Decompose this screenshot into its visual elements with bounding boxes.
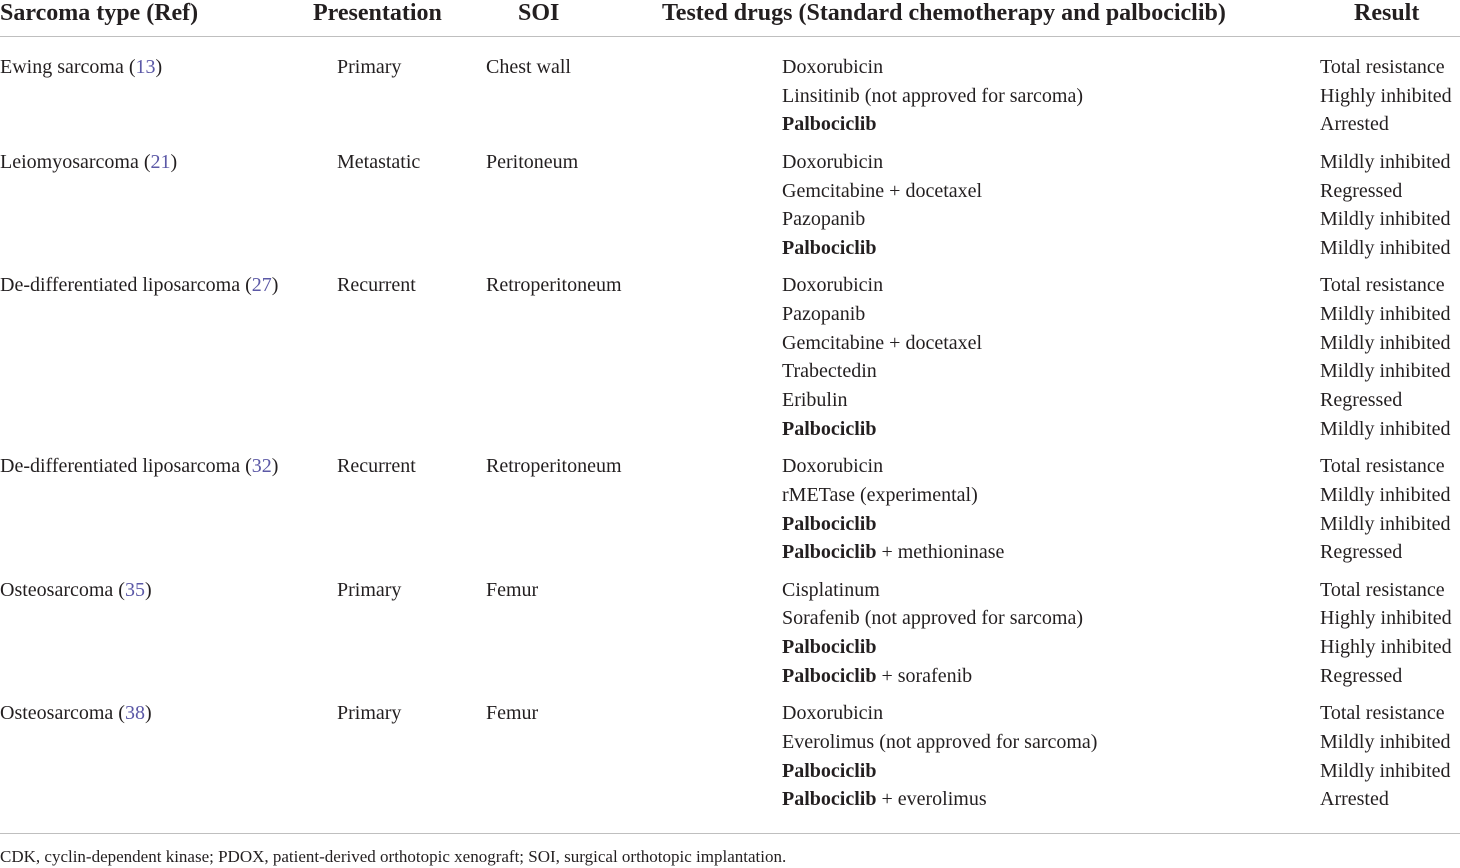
drug-name-bold: Palbociclib bbox=[782, 636, 877, 658]
drug-name: Doxorubicin bbox=[782, 274, 884, 296]
drug-name: Linsitinib (not approved for sarcoma) bbox=[782, 85, 1084, 107]
drug-cell bbox=[782, 483, 978, 507]
drug-cell bbox=[782, 606, 1083, 630]
result-cell bbox=[1320, 359, 1451, 383]
drug-cell bbox=[782, 730, 1097, 754]
result-value: Regressed bbox=[1320, 541, 1403, 563]
drug-name-bold: Palbociclib bbox=[782, 541, 877, 563]
result-cell bbox=[1320, 207, 1451, 231]
result-cell bbox=[1320, 112, 1389, 136]
reference-link[interactable]: 35 bbox=[124, 579, 145, 601]
result-value: Arrested bbox=[1320, 113, 1389, 135]
soi-value: Peritoneum bbox=[486, 151, 579, 173]
result-value: Total resistance bbox=[1320, 579, 1445, 601]
result-cell bbox=[1320, 730, 1451, 754]
soi-cell bbox=[486, 454, 622, 478]
soi-cell bbox=[486, 150, 578, 174]
result-cell bbox=[1320, 759, 1451, 783]
sarcoma-type-name: Ewing sarcoma bbox=[0, 56, 124, 78]
header-sarcoma-type: Sarcoma type (Ref) bbox=[0, 0, 199, 26]
drug-cell bbox=[782, 84, 1083, 108]
drug-name: Pazopanib bbox=[782, 303, 866, 325]
result-cell bbox=[1320, 388, 1402, 412]
result-value: Regressed bbox=[1320, 665, 1403, 687]
result-value: Mildly inhibited bbox=[1320, 303, 1451, 325]
header-result: Result bbox=[1354, 0, 1420, 26]
drug-cell bbox=[782, 417, 876, 441]
header-tested-drugs: Tested drugs (Standard chemotherapy and palbociclib) bbox=[662, 0, 1226, 26]
soi-value: Femur bbox=[486, 579, 539, 601]
result-cell bbox=[1320, 787, 1389, 811]
presentation-value: Primary bbox=[337, 702, 402, 724]
drug-cell bbox=[782, 664, 972, 688]
drug-name-bold: Palbociclib bbox=[782, 665, 877, 687]
result-value: Highly inhibited bbox=[1320, 636, 1452, 658]
result-value: Mildly inhibited bbox=[1320, 332, 1451, 354]
drug-cell bbox=[782, 112, 876, 136]
result-value: Total resistance bbox=[1320, 274, 1445, 296]
drug-cell bbox=[782, 55, 883, 79]
result-value: Highly inhibited bbox=[1320, 607, 1452, 629]
drug-name-bold: Palbociclib bbox=[782, 760, 877, 782]
presentation-cell bbox=[337, 701, 401, 725]
drug-cell bbox=[782, 273, 883, 297]
soi-value: Femur bbox=[486, 702, 539, 724]
result-value: Mildly inhibited bbox=[1320, 760, 1451, 782]
drug-cell bbox=[782, 359, 877, 383]
drug-cell bbox=[782, 635, 876, 659]
soi-value: Retroperitoneum bbox=[486, 455, 622, 477]
result-value: Mildly inhibited bbox=[1320, 208, 1451, 230]
drug-name: Doxorubicin bbox=[782, 455, 884, 477]
bottom-rule bbox=[0, 833, 1460, 834]
sarcoma-type-name: De-differentiated liposarcoma bbox=[0, 455, 241, 477]
header-soi: SOI bbox=[518, 0, 560, 26]
result-cell bbox=[1320, 701, 1445, 725]
result-value: Total resistance bbox=[1320, 56, 1445, 78]
result-cell bbox=[1320, 55, 1445, 79]
result-cell bbox=[1320, 454, 1445, 478]
sarcoma-type-name: Osteosarcoma bbox=[0, 702, 114, 724]
result-cell bbox=[1320, 331, 1451, 355]
result-value: Mildly inhibited bbox=[1320, 360, 1451, 382]
reference-link[interactable]: 32 bbox=[251, 455, 272, 477]
soi-cell bbox=[486, 273, 622, 297]
presentation-value: Primary bbox=[337, 56, 402, 78]
drug-cell bbox=[782, 331, 982, 355]
drug-name: Eribulin bbox=[782, 389, 848, 411]
drug-name: Doxorubicin bbox=[782, 702, 884, 724]
sarcoma-type-cell: De-differentiated liposarcoma (27) bbox=[0, 274, 279, 296]
drug-cell bbox=[782, 150, 883, 174]
presentation-cell bbox=[337, 273, 416, 297]
soi-value: Chest wall bbox=[486, 56, 571, 78]
drug-name-bold: Palbociclib bbox=[782, 788, 877, 810]
sarcoma-type-name: Leiomyosarcoma bbox=[0, 151, 139, 173]
drug-name: Cisplatinum bbox=[782, 579, 880, 601]
presentation-cell bbox=[337, 578, 401, 602]
result-value: Regressed bbox=[1320, 180, 1403, 202]
drug-name-bold: Palbociclib bbox=[782, 113, 877, 135]
sarcoma-type-name: De-differentiated liposarcoma bbox=[0, 274, 241, 296]
soi-cell bbox=[486, 578, 538, 602]
result-value: Mildly inhibited bbox=[1320, 513, 1451, 535]
drug-name: Doxorubicin bbox=[782, 56, 884, 78]
result-value: Mildly inhibited bbox=[1320, 151, 1451, 173]
drug-name-bold: Palbociclib bbox=[782, 513, 877, 535]
result-cell bbox=[1320, 512, 1451, 536]
result-cell bbox=[1320, 664, 1402, 688]
result-cell bbox=[1320, 179, 1402, 203]
drug-name: + everolimus bbox=[876, 788, 987, 810]
drug-name: Sorafenib (not approved for sarcoma) bbox=[782, 607, 1083, 629]
result-value: Mildly inhibited bbox=[1320, 418, 1451, 440]
reference-link[interactable]: 27 bbox=[251, 274, 272, 296]
presentation-value: Recurrent bbox=[337, 455, 416, 477]
drug-cell bbox=[782, 540, 1004, 564]
drug-cell bbox=[782, 578, 880, 602]
drug-name-bold: Palbociclib bbox=[782, 237, 877, 259]
header-presentation: Presentation bbox=[313, 0, 442, 26]
table-footnote: CDK, cyclin-dependent kinase; PDOX, patient-derived orthotopic xenograft; SOI, surgical orthotopic implantation. bbox=[0, 847, 787, 866]
result-value: Mildly inhibited bbox=[1320, 484, 1451, 506]
sarcoma-type-name: Osteosarcoma bbox=[0, 579, 114, 601]
sarcoma-type-cell: Ewing sarcoma (13) bbox=[0, 56, 163, 78]
soi-cell bbox=[486, 55, 571, 79]
result-cell bbox=[1320, 84, 1452, 108]
reference-link[interactable]: 38 bbox=[124, 702, 145, 724]
result-value: Mildly inhibited bbox=[1320, 731, 1451, 753]
result-cell bbox=[1320, 483, 1451, 507]
drug-name: Doxorubicin bbox=[782, 151, 884, 173]
result-cell bbox=[1320, 417, 1451, 441]
result-cell bbox=[1320, 236, 1451, 260]
drug-cell bbox=[782, 302, 865, 326]
result-value: Regressed bbox=[1320, 389, 1403, 411]
result-cell bbox=[1320, 302, 1451, 326]
drug-name: + methioninase bbox=[876, 541, 1005, 563]
result-value: Total resistance bbox=[1320, 455, 1445, 477]
reference-link[interactable]: 21 bbox=[150, 151, 171, 173]
result-cell bbox=[1320, 606, 1452, 630]
result-value: Arrested bbox=[1320, 788, 1389, 810]
result-cell bbox=[1320, 540, 1402, 564]
drug-name: rMETase (experimental) bbox=[782, 484, 978, 506]
drug-cell bbox=[782, 388, 848, 412]
result-cell bbox=[1320, 578, 1445, 602]
drug-cell bbox=[782, 179, 982, 203]
result-cell bbox=[1320, 635, 1452, 659]
presentation-cell bbox=[337, 150, 420, 174]
drug-cell bbox=[782, 236, 876, 260]
presentation-value: Metastatic bbox=[337, 151, 421, 173]
soi-cell bbox=[486, 701, 538, 725]
result-value: Total resistance bbox=[1320, 702, 1445, 724]
drug-cell bbox=[782, 701, 883, 725]
drug-cell bbox=[782, 454, 883, 478]
presentation-value: Recurrent bbox=[337, 274, 416, 296]
drug-name-bold: Palbociclib bbox=[782, 418, 877, 440]
result-value: Mildly inhibited bbox=[1320, 237, 1451, 259]
header-rule bbox=[0, 36, 1460, 37]
drug-name: Gemcitabine + docetaxel bbox=[782, 180, 983, 202]
result-cell bbox=[1320, 273, 1445, 297]
drug-cell bbox=[782, 512, 876, 536]
result-cell bbox=[1320, 150, 1451, 174]
drug-name: Gemcitabine + docetaxel bbox=[782, 332, 983, 354]
drug-name: Trabectedin bbox=[782, 360, 877, 382]
sarcoma-type-cell: Leiomyosarcoma (21) bbox=[0, 151, 178, 173]
drug-cell bbox=[782, 759, 876, 783]
sarcoma-type-cell: De-differentiated liposarcoma (32) bbox=[0, 455, 279, 477]
drug-name: Pazopanib bbox=[782, 208, 866, 230]
drug-name: Everolimus (not approved for sarcoma) bbox=[782, 731, 1098, 753]
drug-cell bbox=[782, 787, 987, 811]
drug-name: + sorafenib bbox=[876, 665, 973, 687]
presentation-cell bbox=[337, 55, 401, 79]
reference-link[interactable]: 13 bbox=[135, 56, 156, 78]
soi-value: Retroperitoneum bbox=[486, 274, 622, 296]
presentation-cell bbox=[337, 454, 416, 478]
sarcoma-type-cell: Osteosarcoma (38) bbox=[0, 702, 152, 724]
presentation-value: Primary bbox=[337, 579, 402, 601]
drug-cell bbox=[782, 207, 865, 231]
result-value: Highly inhibited bbox=[1320, 85, 1452, 107]
sarcoma-type-cell: Osteosarcoma (35) bbox=[0, 579, 152, 601]
